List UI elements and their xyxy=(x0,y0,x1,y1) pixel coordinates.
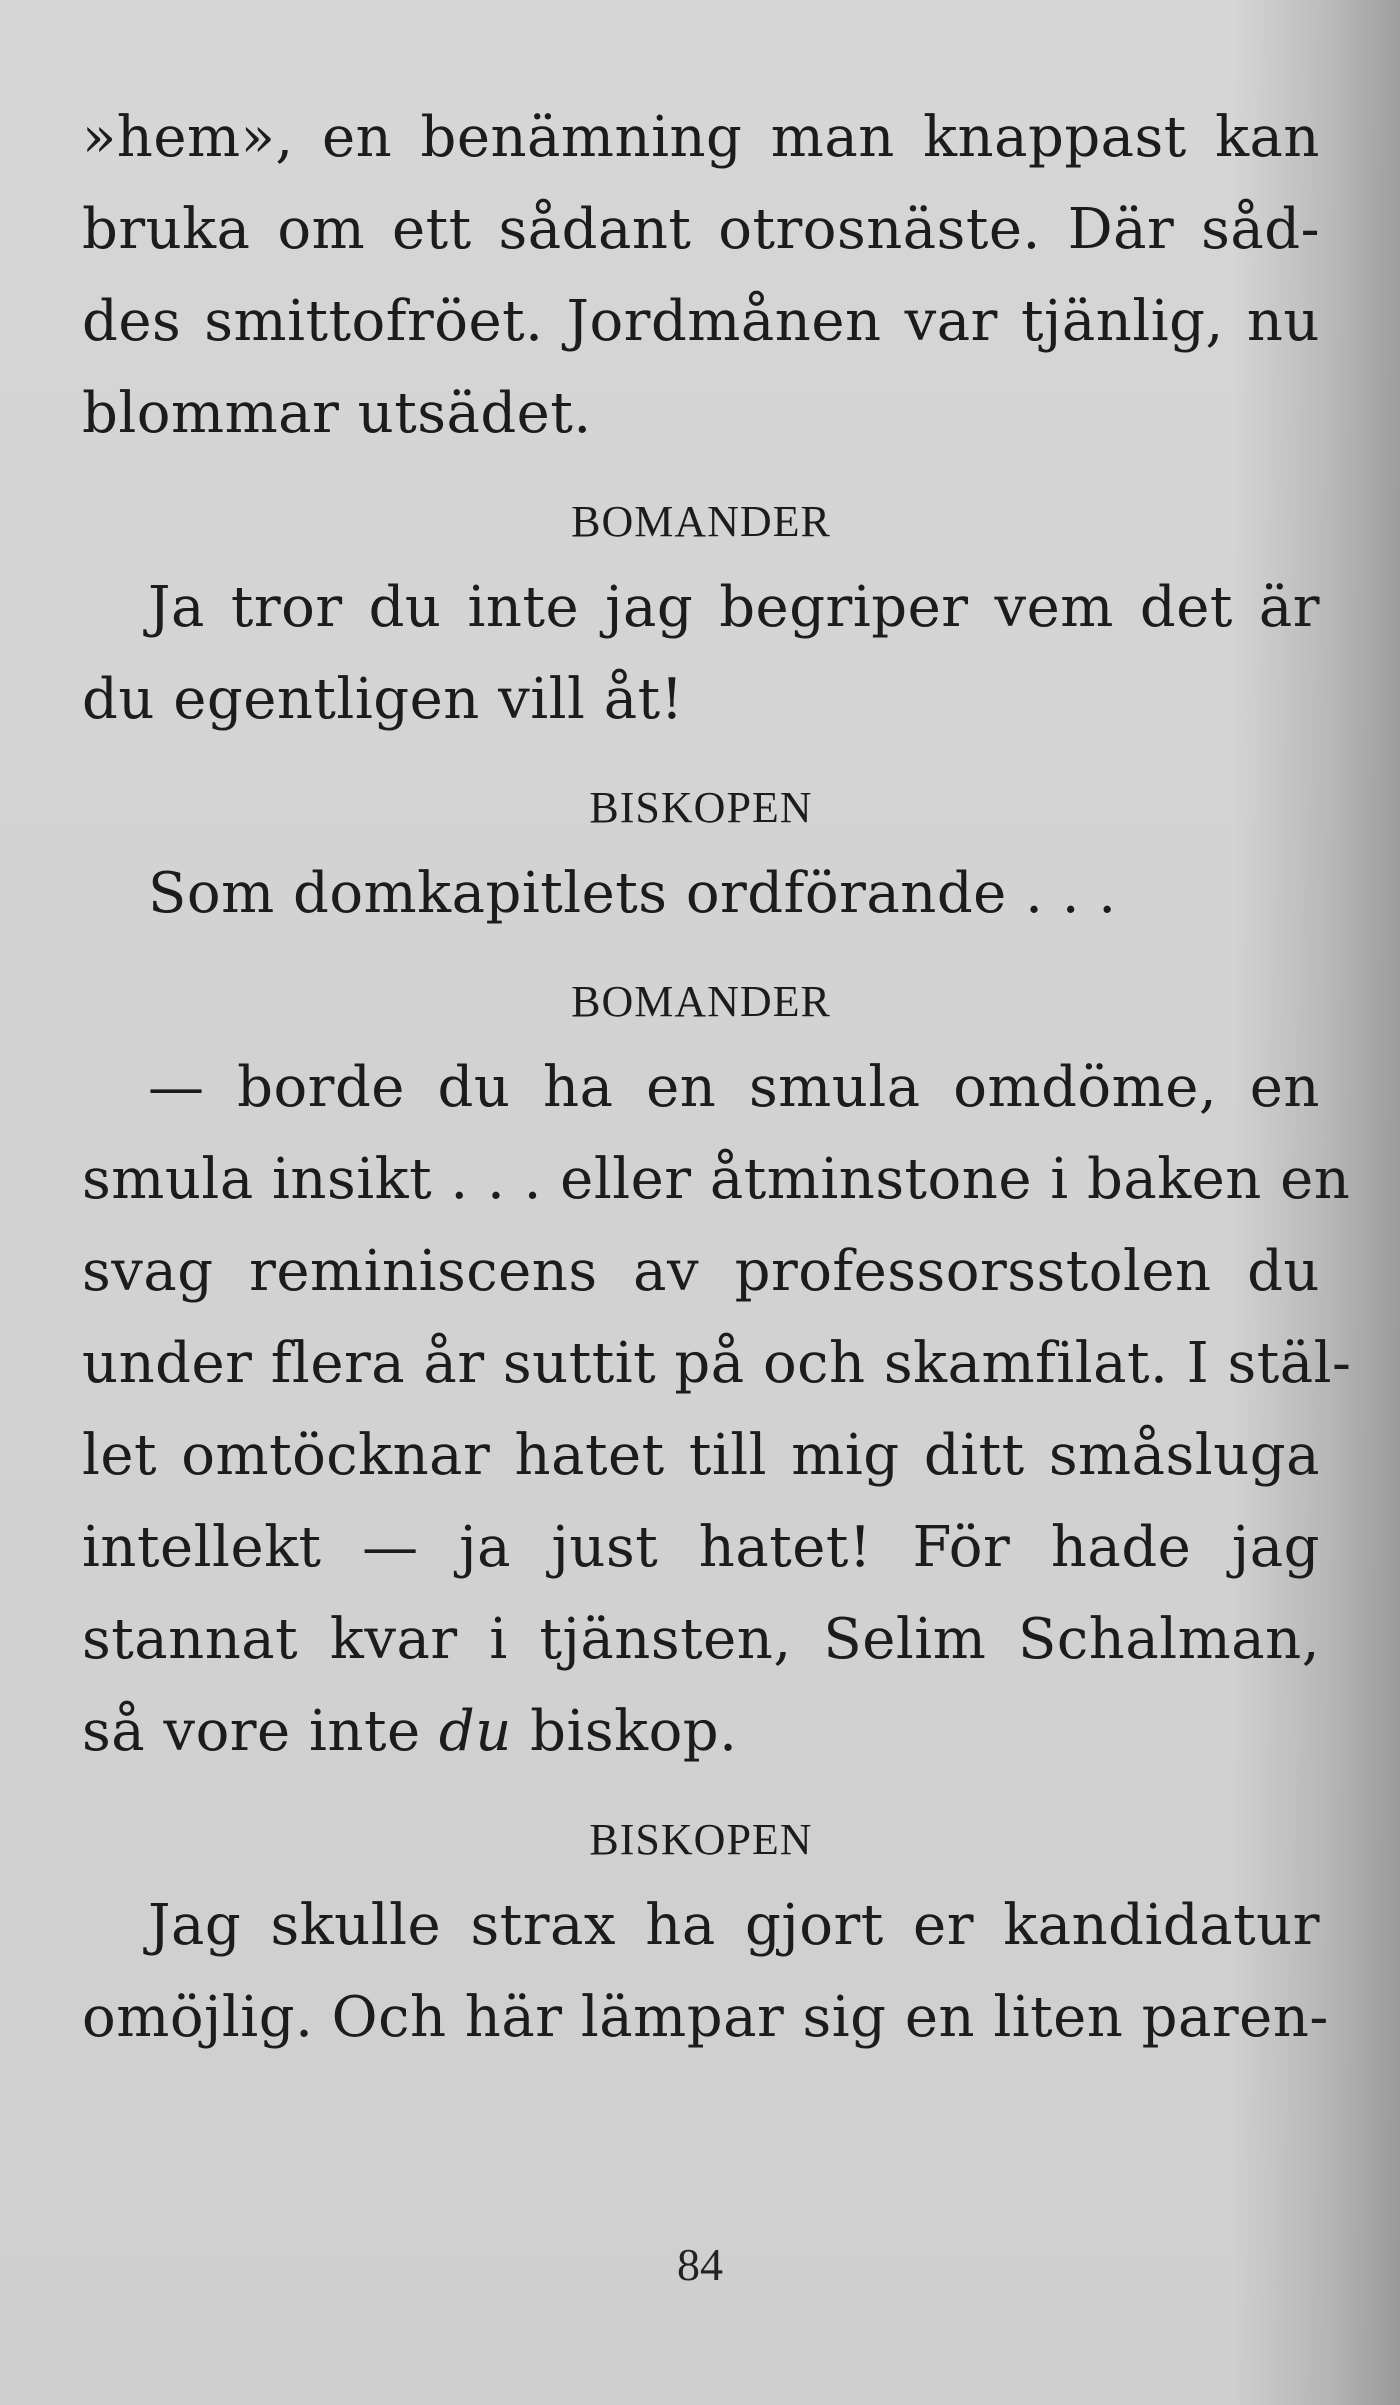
text-line: Som domkapitlets ordförande . . . xyxy=(148,861,1117,926)
text-fragment: biskop. xyxy=(511,1699,738,1764)
speaker-name: BOMANDER xyxy=(571,497,831,546)
text-line: omöjlig. Och här lämpar sig en liten paren- xyxy=(82,1985,1329,2050)
text-line: under flera år suttit på och skamfilat. I stäl- xyxy=(82,1331,1352,1396)
speaker-name: BOMANDER xyxy=(571,977,831,1026)
speech-paragraph xyxy=(82,848,1320,940)
text-line: »hem», en benämning man knappast kan xyxy=(82,105,1320,170)
text-line: bruka om ett sådant otrosnäste. Där såd- xyxy=(82,197,1320,262)
text-line: intellekt — ja just hatet! För hade jag xyxy=(82,1515,1320,1580)
speech-paragraph xyxy=(82,562,1320,746)
italic-word: du xyxy=(438,1699,512,1764)
text-line: des smittofröet. Jordmånen var tjänlig, nu xyxy=(82,289,1320,354)
text-line: Jag skulle strax ha gjort er kandidatur xyxy=(148,1893,1320,1958)
page-text xyxy=(82,92,1352,2082)
text-fragment: så vore inte xyxy=(82,1699,439,1764)
narration-paragraph xyxy=(82,92,1320,460)
speaker-name: BISKOPEN xyxy=(589,1815,813,1864)
text-line: stannat kvar i tjänsten, Selim Schalman, xyxy=(82,1607,1320,1672)
speech-paragraph xyxy=(82,1880,1329,2064)
text-line: — borde du ha en smula omdöme, en xyxy=(148,1055,1320,1120)
text-line: Ja tror du inte jag begriper vem det är xyxy=(148,575,1320,640)
text-line: let omtöcknar hatet till mig ditt småsluga xyxy=(82,1423,1320,1488)
speech-paragraph xyxy=(82,1042,1352,1778)
text-line: smula insikt . . . eller åtminstone i baken en xyxy=(82,1147,1351,1212)
speaker-name: BISKOPEN xyxy=(589,783,813,832)
text-line: blommar utsädet. xyxy=(82,381,592,446)
page-number: 84 xyxy=(677,2239,723,2290)
text-line: du egentligen vill åt! xyxy=(82,667,684,732)
text-line: svag reminiscens av professorsstolen du xyxy=(82,1239,1320,1304)
text-line xyxy=(82,1686,1320,1778)
